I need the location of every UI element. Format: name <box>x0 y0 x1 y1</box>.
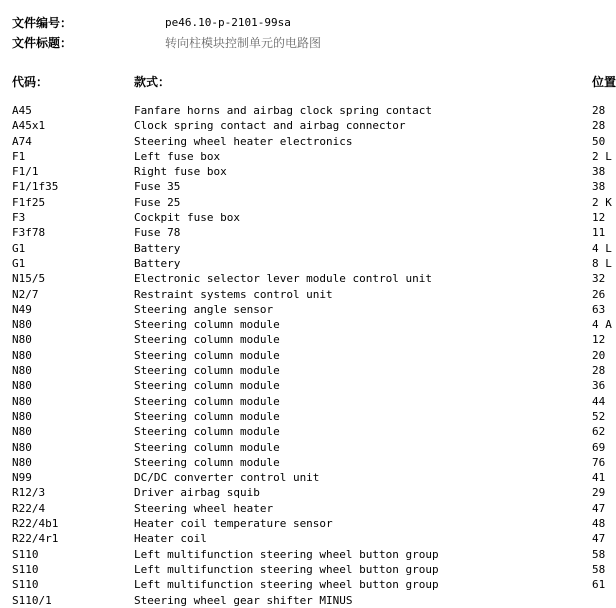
component-code: N99 <box>12 471 32 485</box>
component-description: Left fuse box <box>134 149 221 163</box>
component-description: Steering column module <box>134 394 280 408</box>
component-code: A74 <box>12 134 32 148</box>
component-description: Steering column module <box>134 409 280 423</box>
table-row <box>0 531 609 546</box>
component-description: Left multifunction steering wheel button group <box>134 578 439 592</box>
component-position: 12 <box>592 333 606 347</box>
table-row <box>0 470 609 485</box>
component-description: Steering column module <box>134 455 280 469</box>
component-description: Steering column module <box>134 348 280 362</box>
component-code: S110/1 <box>12 593 52 607</box>
table-row <box>0 332 609 347</box>
component-code: A45 <box>12 104 32 117</box>
component-position: 50 <box>592 134 606 148</box>
component-description: Battery <box>134 256 181 270</box>
component-code: N80 <box>12 364 32 378</box>
component-description: DC/DC converter control unit <box>134 471 320 485</box>
component-description: Steering column module <box>134 440 280 454</box>
table-row <box>0 440 609 455</box>
component-position: 20 <box>592 348 606 362</box>
column-header-style: 款式： <box>134 75 171 89</box>
component-position: 62 <box>592 425 606 439</box>
component-position: 58 <box>592 547 606 561</box>
table-row <box>0 363 609 378</box>
component-code: N80 <box>12 333 32 347</box>
component-position: 2 K <box>592 195 612 209</box>
component-position: 28 <box>592 119 606 133</box>
table-row <box>0 547 609 562</box>
component-description: Fuse 25 <box>134 195 181 209</box>
table-row <box>0 225 609 240</box>
component-code: R22/4r1 <box>12 532 59 546</box>
component-position: 38 <box>592 180 606 194</box>
component-position: 48 <box>592 517 606 531</box>
component-code: N80 <box>12 425 32 439</box>
component-description: Heater coil temperature sensor <box>134 517 333 531</box>
component-description: Battery <box>134 241 181 255</box>
table-row <box>0 179 609 194</box>
table-row <box>0 103 609 118</box>
component-position: 28 <box>592 364 606 378</box>
component-code: F3f78 <box>12 226 46 240</box>
component-position: 61 <box>592 578 606 592</box>
component-description: Steering column module <box>134 364 280 378</box>
component-description: Steering column module <box>134 425 280 439</box>
table-row <box>0 593 609 608</box>
component-description: Left multifunction steering wheel button group <box>134 562 439 576</box>
component-position: 4 A <box>592 318 612 332</box>
component-description: Electronic selector lever module control unit <box>134 272 433 286</box>
table-row <box>0 149 612 164</box>
table-row <box>0 485 609 500</box>
component-position: 38 <box>592 165 606 179</box>
doc-number-label: 文件编号： <box>12 16 73 30</box>
table-row <box>0 409 609 424</box>
component-code: F1/1 <box>12 165 39 179</box>
component-position: 36 <box>592 379 606 393</box>
component-code: N80 <box>12 379 32 393</box>
table-row <box>0 317 612 332</box>
component-code: N80 <box>12 318 32 332</box>
component-code: N80 <box>12 348 32 362</box>
table-row <box>0 378 609 393</box>
component-position: 76 <box>592 455 606 469</box>
column-header-code: 代码： <box>12 75 49 89</box>
component-code: N80 <box>12 409 32 423</box>
component-position: 47 <box>592 532 606 546</box>
component-code: G1 <box>12 241 26 255</box>
component-code: S110 <box>12 578 39 592</box>
table-row <box>0 394 609 409</box>
component-code: N15/5 <box>12 272 46 286</box>
component-description: Right fuse box <box>134 165 227 179</box>
component-position: 47 <box>592 501 606 515</box>
component-description: Steering column module <box>134 318 280 332</box>
component-description: Steering wheel heater <box>134 501 274 515</box>
component-code: F1 <box>12 149 26 163</box>
table-row <box>0 287 609 302</box>
component-description: Driver airbag squib <box>134 486 260 500</box>
component-description: Fanfare horns and airbag clock spring contact <box>134 104 433 117</box>
component-position: 28 <box>592 104 606 117</box>
component-description: Left multifunction steering wheel button group <box>134 547 439 561</box>
component-description: Steering column module <box>134 379 280 393</box>
doc-title-value: 转向柱模块控制单元的电路图 <box>165 36 322 50</box>
component-code: N80 <box>12 394 32 408</box>
component-description: Clock spring contact and airbag connector <box>134 119 406 133</box>
doc-title-label: 文件标题： <box>12 36 73 50</box>
component-code: G1 <box>12 256 26 270</box>
component-position: 44 <box>592 394 606 408</box>
table-row <box>0 424 609 439</box>
component-code: N2/7 <box>12 287 39 301</box>
table-row <box>0 164 609 179</box>
component-position: 69 <box>592 440 606 454</box>
component-code: A45x1 <box>12 119 46 133</box>
component-description: Heater coil <box>134 532 207 546</box>
table-row <box>0 195 612 210</box>
table-row <box>0 562 609 577</box>
component-description: Fuse 78 <box>134 226 181 240</box>
table-row <box>0 501 609 516</box>
component-position: 29 <box>592 486 606 500</box>
component-position: 8 L <box>592 256 612 270</box>
component-code: N49 <box>12 302 32 316</box>
component-position: 63 <box>592 302 606 316</box>
table-row <box>0 302 609 317</box>
component-code: F1f25 <box>12 195 46 209</box>
component-code: S110 <box>12 562 39 576</box>
component-position: 26 <box>592 287 606 301</box>
component-description: Fuse 35 <box>134 180 181 194</box>
table-row <box>0 210 609 225</box>
component-code: S110 <box>12 547 39 561</box>
component-description: Cockpit fuse box <box>134 211 240 225</box>
table-row <box>0 118 609 133</box>
component-code: R22/4 <box>12 501 46 515</box>
component-code: R22/4b1 <box>12 517 59 531</box>
component-description: Steering angle sensor <box>134 302 274 316</box>
table-row <box>0 241 612 256</box>
component-code: N80 <box>12 440 32 454</box>
component-description: Steering wheel heater electronics <box>134 134 353 148</box>
component-position: 41 <box>592 471 606 485</box>
table-row <box>0 577 609 592</box>
column-header-position: 位置 <box>592 75 616 89</box>
component-description: Restraint systems control unit <box>134 287 333 301</box>
component-code: F1/1f35 <box>12 180 59 194</box>
table-row <box>0 516 609 531</box>
component-position: 32 <box>592 272 606 286</box>
component-description: Steering column module <box>134 333 280 347</box>
component-code: F3 <box>12 211 26 225</box>
component-position: 4 L <box>592 241 612 255</box>
component-description: Steering wheel gear shifter MINUS <box>134 593 353 607</box>
component-code: R12/3 <box>12 486 46 500</box>
table-row <box>0 256 612 271</box>
component-position: 58 <box>592 562 606 576</box>
component-position: 12 <box>592 211 606 225</box>
component-code: N80 <box>12 455 32 469</box>
table-row <box>0 271 609 286</box>
component-position: 2 L <box>592 149 612 163</box>
component-position: 52 <box>592 409 606 423</box>
table-row <box>0 455 609 470</box>
doc-number-value: pe46.10-p-2101-99sa <box>165 16 291 29</box>
component-position: 11 <box>592 226 606 240</box>
table-row <box>0 134 609 149</box>
table-row <box>0 348 609 363</box>
component-table <box>0 103 612 608</box>
